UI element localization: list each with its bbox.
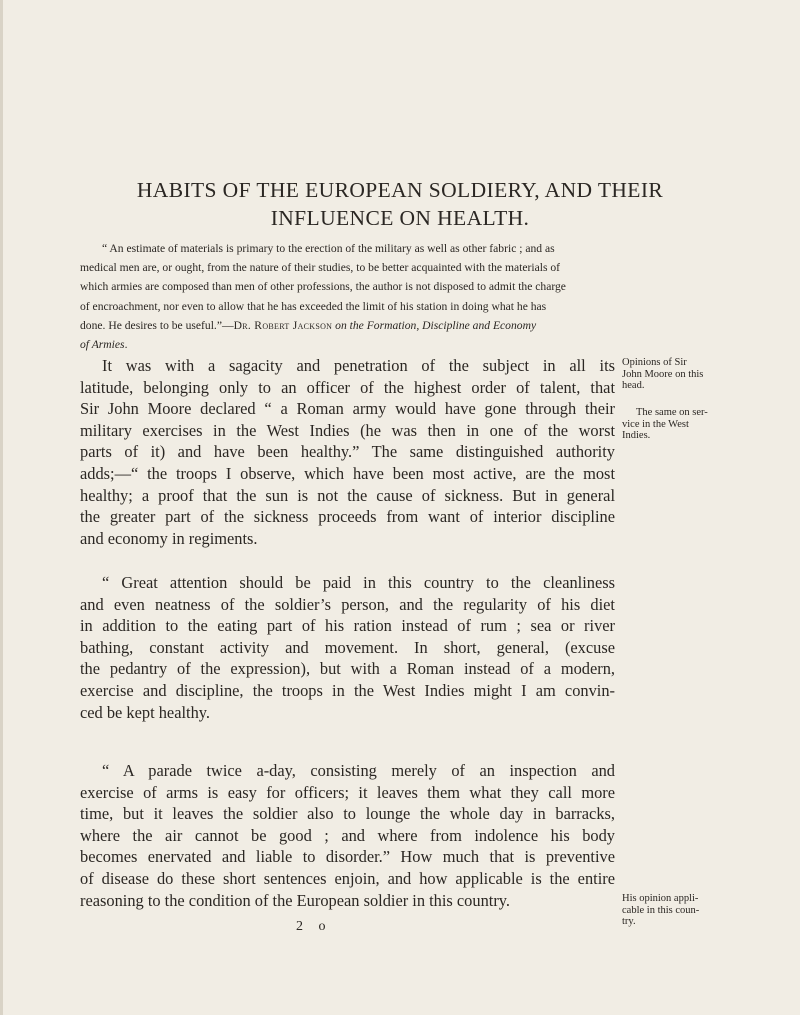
text-line: the greater part of the sickness proceeds from want of interior discipline	[80, 507, 615, 527]
text-line: time, but it leaves the soldier also to lounge the whole day in barracks,	[80, 804, 615, 824]
body-paragraph-1	[80, 355, 615, 549]
text-line: in addition to the eating part of his ration instead of rum ; sea or river	[80, 616, 615, 636]
margin-note-line: John Moore on this	[622, 368, 704, 380]
text-line: becomes enervated and liable to disorder.” How much that is preventive	[80, 847, 615, 867]
epigraph-line: “ An estimate of materials is primary to the erection of the military as well as other fabric ; and as	[102, 242, 555, 255]
text-line: and economy in regiments.	[80, 528, 258, 548]
epigraph-work-title: Formation, Discipline and Economy	[366, 318, 537, 332]
chapter-title-line-2: INFLUENCE ON HEALTH.	[270, 206, 530, 230]
epigraph-line: of encroachment, nor even to allow that he has exceeded the limit of his station in doing what he has	[80, 299, 547, 313]
text-line: “ A parade twice a-day, consisting merely of an inspection and	[102, 761, 615, 780]
margin-note-line: head.	[622, 380, 645, 391]
chapter-title	[80, 176, 720, 232]
text-line: and even neatness of the soldier’s person, and the regularity of his diet	[80, 594, 615, 614]
text-line: exercise and discipline, the troops in the West Indies might I am convin-	[80, 680, 615, 700]
body-paragraph-3	[80, 760, 615, 911]
text-line: It was with a sagacity and penetration of the subject in all its	[102, 356, 615, 375]
margin-note-line: cable in this coun-	[622, 904, 700, 916]
epigraph-attribution-line	[80, 316, 720, 335]
margin-note-applicable	[622, 893, 724, 928]
body-paragraph-2	[80, 572, 615, 723]
epigraph-work-title-continued: of Armies.	[80, 338, 128, 352]
margin-note-west-indies	[622, 407, 724, 442]
chapter-title-line-1: HABITS OF THE EUROPEAN SOLDIERY, AND THEIR	[136, 178, 664, 202]
margin-note-line: vice in the West	[622, 418, 689, 430]
text-line: reasoning to the condition of the European soldier in this country.	[80, 890, 511, 910]
text-line: parts of it) and have been healthy.” The same distinguished authority	[80, 442, 615, 462]
margin-note-opinions	[622, 357, 724, 392]
text-line: “ Great attention should be paid in this country to the cleanliness	[102, 573, 615, 592]
text-line: exercise of arms is easy for officers; it leaves them what they call more	[80, 782, 615, 802]
text-line: of disease do these short sentences enjoin, and how applicable is the entire	[80, 868, 615, 888]
text-line: Sir John Moore declared “ a Roman army would have gone through their	[80, 399, 615, 419]
epigraph-line: medical men are, or ought, from the nature of their studies, to be better acquainted with the materials of	[80, 261, 561, 275]
margin-note-line: The same on ser-	[636, 407, 708, 418]
epigraph-line-text: done. He desires to be useful.”—	[80, 318, 234, 332]
margin-note-line: Indies.	[622, 430, 651, 441]
text-line: the pedantry of the expression), but with a Roman instead of a modern,	[80, 659, 615, 679]
text-line: ced be kept healthy.	[80, 702, 211, 722]
page-edge	[0, 0, 3, 1015]
margin-note-line: Opinions of Sir	[622, 357, 687, 368]
text-line: military exercises in the West Indies (he was then in one of the worst	[80, 420, 615, 440]
margin-note-line: try.	[622, 916, 636, 927]
margin-note-line: His opinion appli-	[622, 893, 699, 904]
signature-mark: 2 o	[296, 919, 332, 934]
epigraph-author: Dr. Robert Jackson	[233, 318, 333, 332]
text-line: where the air cannot be good ; and where from indolence his body	[80, 825, 615, 845]
text-line: bathing, constant activity and movement. In short, general, (excuse	[80, 637, 615, 657]
text-line: healthy; a proof that the sun is not the cause of sickness. But in general	[80, 485, 615, 505]
epigraph-line: which armies are composed than men of other professions, the author is not disposed to admit the charge	[80, 280, 566, 294]
epigraph-quotation	[80, 239, 720, 354]
text-line: latitude, belonging only to an officer of the highest order of talent, that	[80, 377, 615, 397]
text-line: adds;—“ the troops I observe, which have been most active, are the most	[80, 463, 615, 483]
epigraph-on-the: on the	[332, 318, 367, 332]
